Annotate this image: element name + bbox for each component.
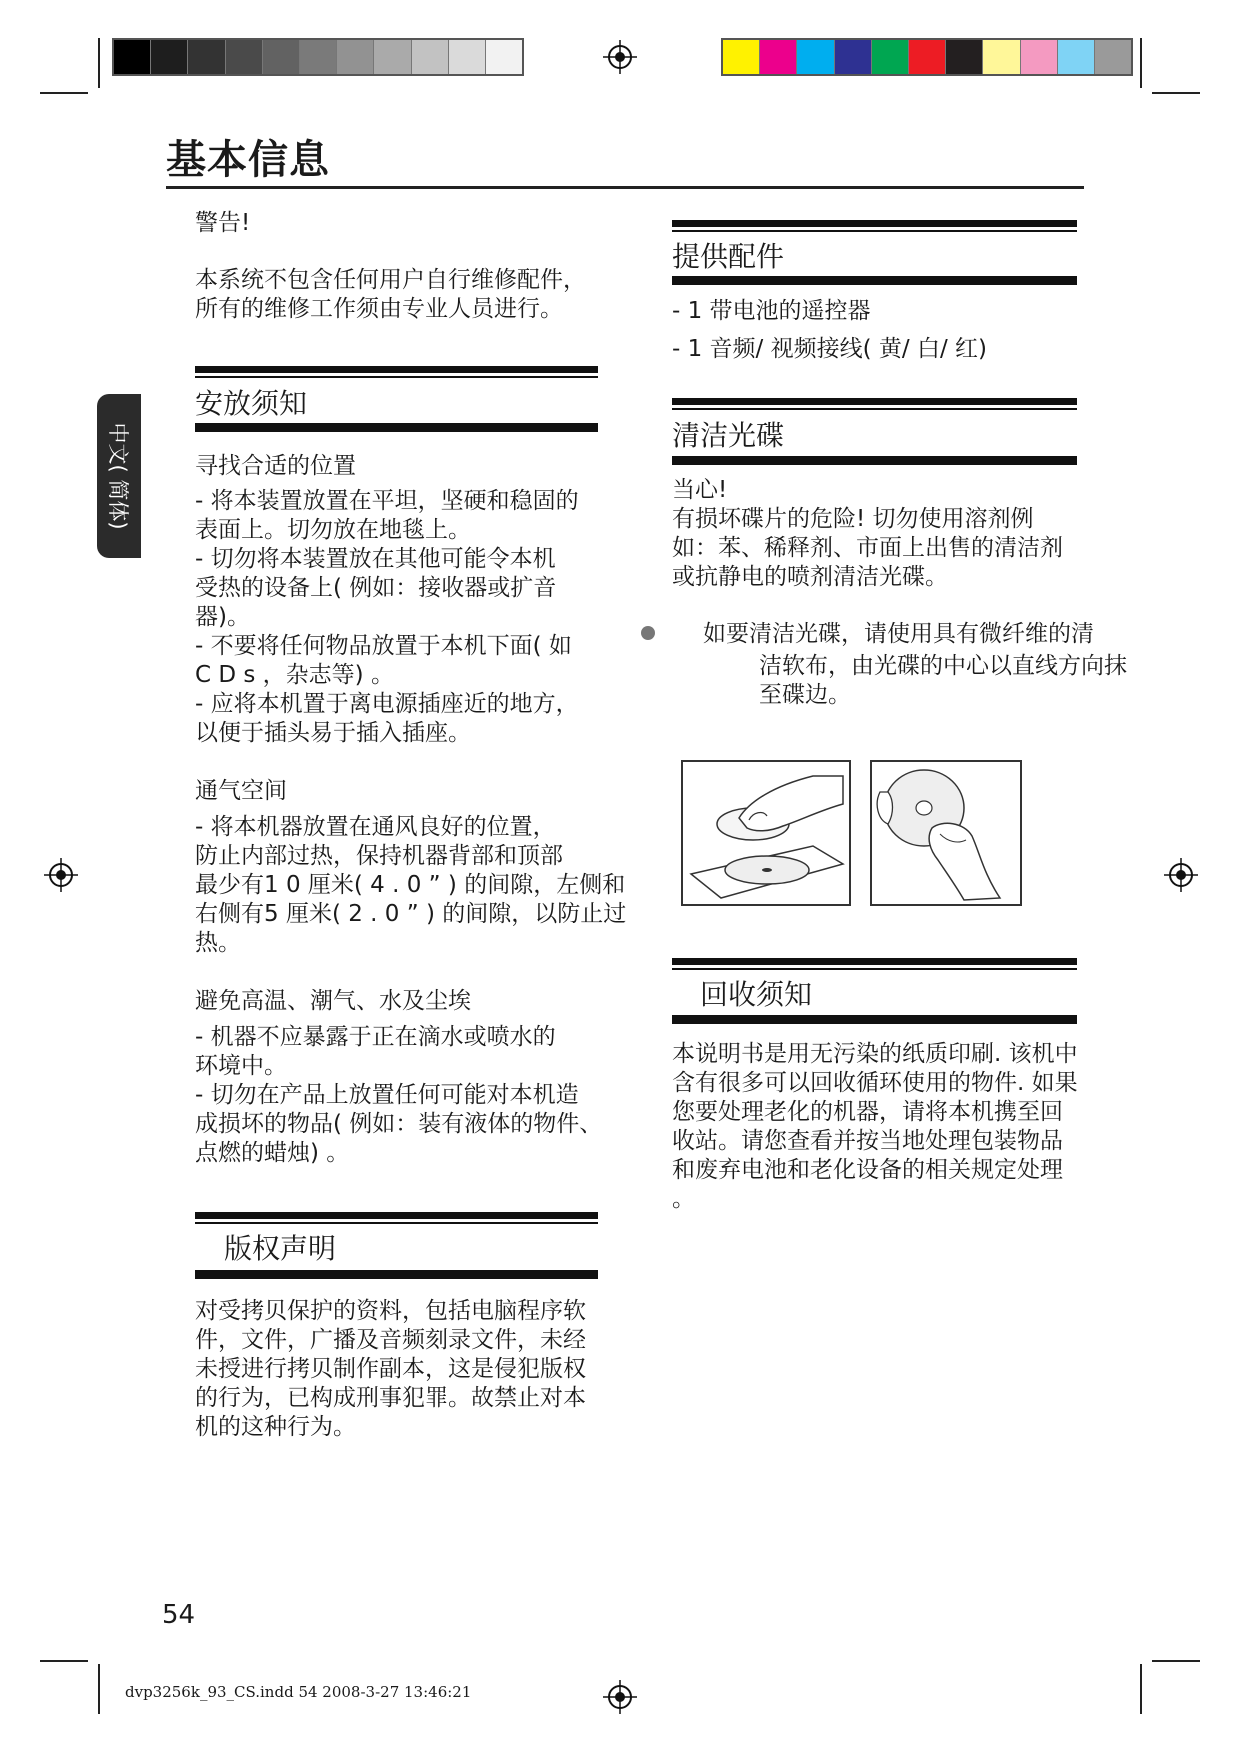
language-tab <box>97 394 141 558</box>
registration-mark-icon <box>603 40 637 74</box>
color-calibration-bar <box>721 38 1133 76</box>
environment-subheading: 避免高温、潮气、水及尘埃 <box>195 988 471 1014</box>
gray-swatch <box>188 40 225 74</box>
placement-item: - 不要将任何物品放置于本机下面( 如 <box>195 633 572 659</box>
gray-swatch <box>151 40 188 74</box>
crop-mark <box>1152 1660 1200 1662</box>
copyright-line: 未授进行拷贝制作副本，这是侵犯版权 <box>195 1356 586 1382</box>
cleaning-tip: 洁软布，由光碟的中心以直线方向抹 <box>759 653 1127 679</box>
recycling-line: 您要处理老化的机器，请将本机携至回 <box>672 1099 1063 1125</box>
warning-line: 本系统不包含任何用户自行维修配件， <box>195 267 586 293</box>
section-rule <box>195 423 598 432</box>
ventilation-subheading: 通气空间 <box>195 778 287 804</box>
color-swatch <box>835 40 872 74</box>
placement-title: 安放须知 <box>195 387 308 420</box>
recycling-line: 本说明书是用无污染的纸质印刷. 该机中 <box>672 1041 1078 1067</box>
copyright-line: 的行为，已构成刑事犯罪。故禁止对本 <box>195 1385 586 1411</box>
gray-swatch <box>374 40 411 74</box>
cleaning-line: 有损坏碟片的危险! 切勿使用溶剂例 <box>672 506 1034 532</box>
placement-item: 以便于插头易于插入插座。 <box>195 720 471 746</box>
recycling-line: 含有很多可以回收循环使用的物件. 如果 <box>672 1070 1078 1096</box>
environment-item: - 切勿在产品上放置任何可能对本机造 <box>195 1082 579 1108</box>
placement-item: - 将本装置放置在平坦，坚硬和稳固的 <box>195 488 579 514</box>
section-rule <box>195 1270 598 1279</box>
print-footer: dvp3256k_93_CS.indd 54 2008-3-27 13:46:21 <box>125 1683 472 1701</box>
cleaning-caution: 当心! <box>672 477 728 503</box>
placement-item: 器)。 <box>195 604 250 630</box>
color-swatch <box>797 40 834 74</box>
cleaning-tip: 如要清洁光碟，请使用具有微纤维的清 <box>703 621 1094 647</box>
ventilation-item: 右侧有5 厘米( 2 . 0 ” ) 的间隙，以防止过 <box>195 901 627 927</box>
language-tab-label: 中文( 简体) <box>106 422 130 530</box>
gray-swatch <box>337 40 374 74</box>
recycling-line: 收站。请您查看并按当地处理包装物品 <box>672 1128 1063 1154</box>
gray-swatch <box>412 40 449 74</box>
ventilation-item: 防止内部过热，保持机器背部和顶部 <box>195 843 563 869</box>
registration-mark-icon <box>603 1680 637 1714</box>
page-number: 54 <box>162 1600 196 1630</box>
crop-mark <box>1140 38 1142 88</box>
placement-item: C D s ，杂志等) 。 <box>195 662 394 688</box>
environment-item: 成损坏的物品( 例如：装有液体的物件、 <box>195 1111 603 1137</box>
section-rule <box>195 366 598 378</box>
color-swatch <box>1058 40 1095 74</box>
color-swatch <box>983 40 1020 74</box>
cleaning-line: 或抗静电的喷剂清洁光碟。 <box>672 564 948 590</box>
color-swatch <box>723 40 760 74</box>
recycling-line: 。 <box>672 1186 695 1212</box>
color-swatch <box>946 40 983 74</box>
color-swatch <box>1021 40 1058 74</box>
section-rule <box>672 276 1077 285</box>
color-swatch <box>760 40 797 74</box>
gray-swatch <box>300 40 337 74</box>
color-swatch <box>1095 40 1131 74</box>
accessories-title: 提供配件 <box>672 240 785 273</box>
placement-item: 表面上。切勿放在地毯上。 <box>195 517 471 543</box>
recycling-title: 回收须知 <box>700 978 813 1011</box>
bullet-icon <box>641 626 655 640</box>
ventilation-item: - 将本机器放置在通风良好的位置， <box>195 814 556 840</box>
ventilation-item: 最少有1 0 厘米( 4 . 0 ” ) 的间隙，左侧和 <box>195 872 626 898</box>
color-swatch <box>872 40 909 74</box>
gray-swatch <box>486 40 522 74</box>
crop-mark <box>40 1660 88 1662</box>
environment-item: 点燃的蜡烛) 。 <box>195 1140 350 1166</box>
placement-item: - 应将本机置于离电源插座近的地方， <box>195 691 579 717</box>
section-rule <box>195 1212 598 1224</box>
title-rule <box>166 186 1084 189</box>
recycling-line: 和废弃电池和老化设备的相关规定处理 <box>672 1157 1063 1183</box>
grayscale-calibration-bar <box>112 38 524 76</box>
placement-subheading: 寻找合适的位置 <box>195 453 356 479</box>
registration-mark-icon <box>1164 858 1198 892</box>
crop-mark <box>1140 1664 1142 1714</box>
environment-item: 环境中。 <box>195 1053 287 1079</box>
environment-item: - 机器不应暴露于正在滴水或喷水的 <box>195 1024 556 1050</box>
disc-cleaning-illustration <box>870 760 1022 906</box>
warning-line: 所有的维修工作须由专业人员进行。 <box>195 296 563 322</box>
gray-swatch <box>263 40 300 74</box>
disc-tray-illustration <box>681 760 851 906</box>
section-rule <box>672 398 1077 410</box>
cleaning-title: 清洁光碟 <box>672 419 785 452</box>
gray-swatch <box>226 40 263 74</box>
ventilation-item: 热。 <box>195 930 241 956</box>
gray-swatch <box>114 40 151 74</box>
crop-mark <box>1152 92 1200 94</box>
placement-item: 受热的设备上( 例如：接收器或扩音 <box>195 575 557 601</box>
gray-swatch <box>449 40 486 74</box>
registration-mark-icon <box>44 858 78 892</box>
section-rule <box>672 220 1077 232</box>
copyright-line: 件，文件，广播及音频刻录文件，未经 <box>195 1327 586 1353</box>
section-rule <box>672 958 1077 970</box>
warning-heading: 警告! <box>195 210 251 236</box>
page-title: 基本信息 <box>166 137 330 183</box>
color-swatch <box>909 40 946 74</box>
accessory-item: - 1 带电池的遥控器 <box>672 298 871 324</box>
accessory-item: - 1 音频/ 视频接线( 黄/ 白/ 红) <box>672 336 987 362</box>
cleaning-tip: 至碟边。 <box>759 682 851 708</box>
copyright-line: 对受拷贝保护的资料，包括电脑程序软 <box>195 1298 586 1324</box>
section-rule <box>672 1015 1077 1024</box>
copyright-line: 机的这种行为。 <box>195 1414 356 1440</box>
cleaning-line: 如：苯、稀释剂、市面上出售的清洁剂 <box>672 535 1063 561</box>
crop-mark <box>98 38 100 88</box>
placement-item: - 切勿将本装置放在其他可能令本机 <box>195 546 556 572</box>
section-rule <box>672 456 1077 465</box>
crop-mark <box>40 92 88 94</box>
copyright-title: 版权声明 <box>224 1232 337 1265</box>
crop-mark <box>98 1664 100 1714</box>
